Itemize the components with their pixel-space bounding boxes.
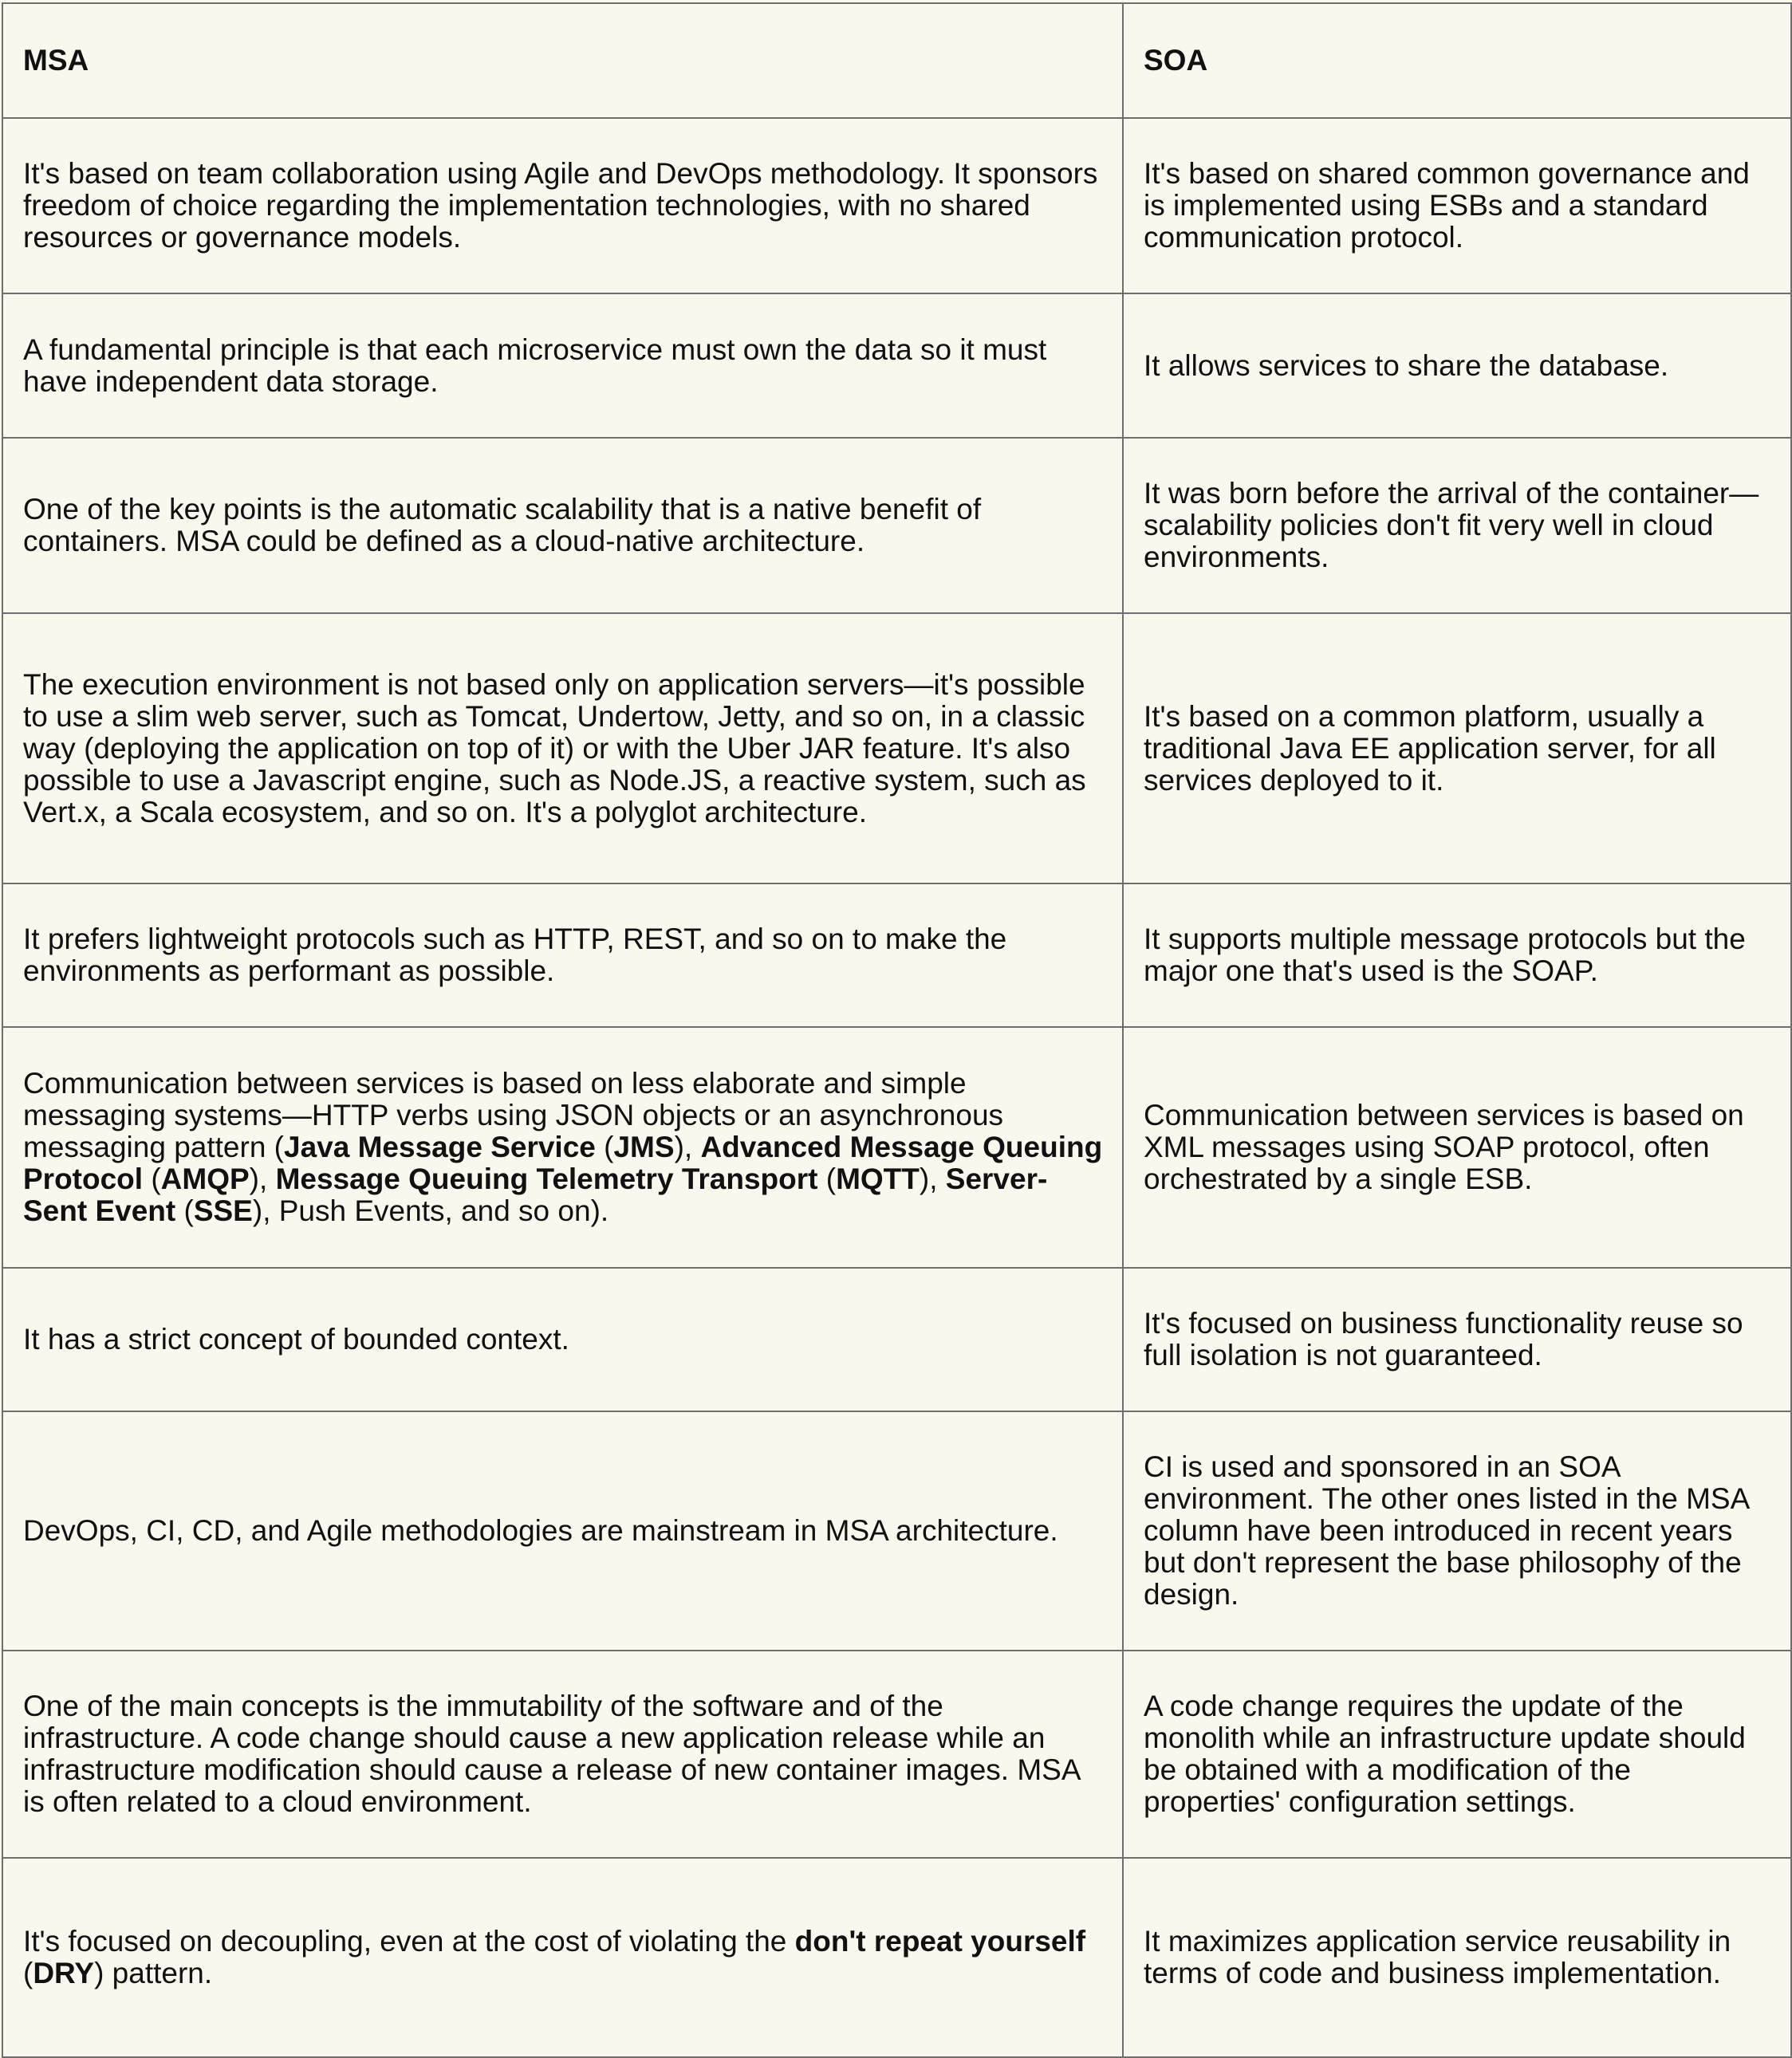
cell-text: CI is used and sponsored in an SOA environment. The other ones listed in the MSA column have been introduced in recent years but don't represent the base philosophy of the design. xyxy=(1144,1450,1749,1611)
cell-text: A fundamental principle is that each microservice must own the data so it must have independent data storage. xyxy=(23,333,1047,398)
table-row xyxy=(2,1027,1791,1268)
cell-text: It's based on team collaboration using Agile and DevOps methodology. It sponsors freedom of choice regarding the implementation technologies, with no shared resources or governance models. xyxy=(23,157,1098,254)
msa-cell xyxy=(2,1411,1123,1651)
msa-cell xyxy=(2,1027,1123,1268)
soa-cell xyxy=(1123,1651,1791,1858)
soa-cell xyxy=(1123,1027,1791,1268)
cell-text: ), Push Events, and so on). xyxy=(252,1194,609,1227)
soa-cell xyxy=(1123,438,1791,613)
table-row xyxy=(2,883,1791,1027)
msa-cell xyxy=(2,118,1123,293)
cell-text: It allows services to share the database. xyxy=(1144,348,1669,382)
cell-text: ( xyxy=(595,1131,614,1163)
header-soa: SOA xyxy=(1123,3,1791,118)
bold-term: don't repeat yourself xyxy=(794,1925,1086,1958)
cell-text: ), xyxy=(249,1163,276,1195)
cell-text: It has a strict concept of bounded context. xyxy=(23,1323,569,1356)
table-row xyxy=(2,438,1791,613)
cell-text: ) pattern. xyxy=(94,1957,213,1989)
comparison-table-body xyxy=(2,3,1791,2057)
table-row xyxy=(2,613,1791,883)
cell-text: ), xyxy=(919,1163,946,1195)
soa-cell xyxy=(1123,883,1791,1027)
cell-text: ( xyxy=(817,1163,837,1195)
msa-cell xyxy=(2,613,1123,883)
soa-cell xyxy=(1123,118,1791,293)
table-row xyxy=(2,1651,1791,1858)
msa-cell xyxy=(2,1651,1123,1858)
cell-text: The execution environment is not based only on application servers—it's possible to use a slim web server, such as Tomcat, Undertow, Jetty, and so on, in a classic way (deploying the application on top of it) or with the Uber JAR feature. It's also possible to use a Javascript engine, such as Node.JS, a reactive system, such as Vert.x, a Scala ecosystem, and so on. It's a polyglot architecture. xyxy=(23,667,1086,828)
soa-cell xyxy=(1123,1268,1791,1411)
header-row xyxy=(2,3,1791,118)
cell-text: One of the main concepts is the immutability of the software and of the infrastructure. A code change should cause a new application release while an infrastructure modification should cause a release of new container images. MSA is often related to a cloud environment. xyxy=(23,1690,1080,1818)
cell-text: Communication between services is based on XML messages using SOAP protocol, often orchestrated by a single ESB. xyxy=(1144,1099,1744,1195)
bold-term: Advanced Message Queuing Protocol xyxy=(23,1131,1103,1195)
msa-cell xyxy=(2,1858,1123,2057)
cell-text: One of the key points is the automatic scalability that is a native benefit of containers. MSA could be defined as a cloud-native architecture. xyxy=(23,493,982,557)
soa-cell xyxy=(1123,1411,1791,1651)
cell-text: ( xyxy=(23,1957,33,1989)
cell-text: It was born before the arrival of the container—scalability policies don't fit very well in cloud environments. xyxy=(1144,477,1759,573)
cell-text: DevOps, CI, CD, and Agile methodologies are mainstream in MSA architecture. xyxy=(23,1514,1058,1547)
table-row xyxy=(2,118,1791,293)
cell-text: It supports multiple message protocols but the major one that's used is the SOAP. xyxy=(1144,923,1746,987)
bold-term: SSE xyxy=(193,1194,253,1227)
bold-term: Java Message Service xyxy=(284,1131,596,1163)
bold-term: DRY xyxy=(33,1957,95,1989)
header-msa: MSA xyxy=(2,3,1123,118)
msa-cell xyxy=(2,438,1123,613)
soa-cell xyxy=(1123,613,1791,883)
bold-term: Server-Sent Event xyxy=(23,1163,1048,1227)
cell-text: ( xyxy=(143,1163,161,1195)
msa-cell xyxy=(2,293,1123,438)
cell-text: A code change requires the update of the monolith while an infrastructure update should be obtained with a modification of the properties' configuration settings. xyxy=(1144,1690,1746,1818)
cell-text: It's based on a common platform, usually a traditional Java EE application server, for all services deployed to it. xyxy=(1144,699,1716,797)
cell-text: It prefers lightweight protocols such as HTTP, REST, and so on to make the environments as performant as possible. xyxy=(23,923,1007,987)
bold-term: JMS xyxy=(613,1131,675,1163)
table-row xyxy=(2,1858,1791,2057)
cell-text: ( xyxy=(175,1194,194,1227)
msa-cell xyxy=(2,1268,1123,1411)
cell-text: It's focused on business functionality reuse so full isolation is not guaranteed. xyxy=(1144,1307,1743,1371)
table-row xyxy=(2,293,1791,438)
bold-term: AMQP xyxy=(160,1163,250,1195)
cell-text: It's based on shared common governance and is implemented using ESBs and a standard communication protocol. xyxy=(1144,157,1750,254)
msa-cell xyxy=(2,883,1123,1027)
bold-term: MQTT xyxy=(836,1163,920,1195)
table-row xyxy=(2,1411,1791,1651)
table-row xyxy=(2,1268,1791,1411)
cell-text: ), xyxy=(674,1131,701,1163)
soa-cell xyxy=(1123,293,1791,438)
cell-text: It's focused on decoupling, even at the cost of violating the xyxy=(23,1925,795,1958)
soa-cell xyxy=(1123,1858,1791,2057)
comparison-table xyxy=(2,2,1792,2058)
cell-text: It maximizes application service reusability in terms of code and business implementation. xyxy=(1144,1925,1731,1989)
cell-text: Communication between services is based on less elaborate and simple messaging systems—HTTP verbs using JSON objects or an asynchronous messaging pattern ( xyxy=(23,1067,1004,1163)
bold-term: Message Queuing Telemetry Transport xyxy=(275,1163,818,1195)
